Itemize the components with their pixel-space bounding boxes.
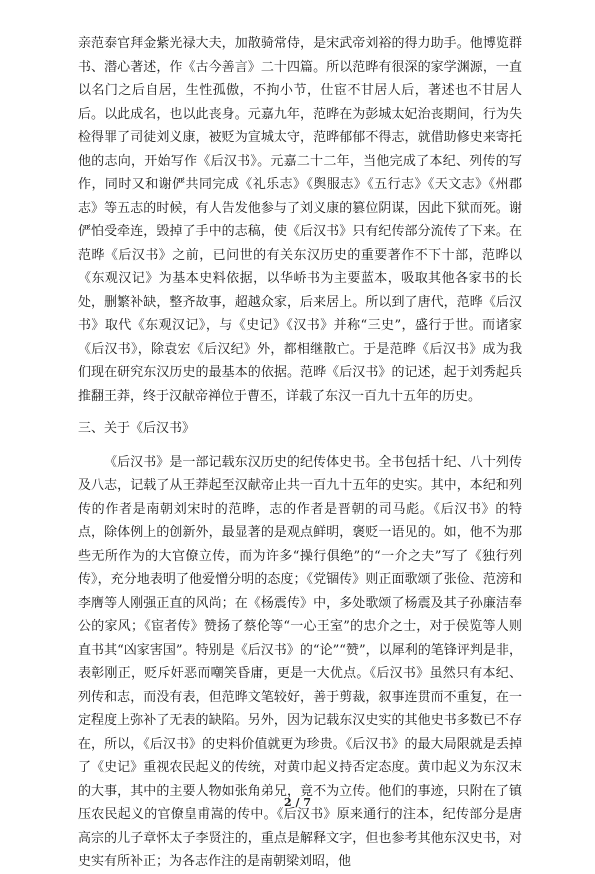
body-paragraph-1: 亲范泰官拜金紫光禄大夫，加散骑常侍，是宋武帝刘裕的得力助手。他博览群书、潜心著述，作《古今善言》二十四篇。所以范晔有很深的家学渊源，一直以名门之后自居，生性孤傲，不拘小节，仕宦不甘居人后，著述也不甘居人后。以此成名，也以此丧身。元嘉九年，范晔在为彭城太妃治丧期间，行为失检得罪了司徒刘义康，被贬为宣城太守，范晔郁郁不得志，就借助修史来寄托他的志向，开始写作《后汉书》。元嘉二十二年，当他完成了本纪、列传的写作，同时又和谢俨共同完成《礼乐志》《舆服志》《五行志》《天文志》《州郡志》等五志的时候，有人告发他参与了刘义康的篡位阴谋，因此下狱而死。谢俨怕受牵连，毁掉了手中的志稿，使《后汉书》只有纪传部分流传了下来。在范晔《后汉书》之前，已问世的有关东汉历史的重要著作不下十部，范晔以《东观汉记》为基本史料依据，以华峤书为主要蓝本，吸取其他各家书的长处，删繁补缺，整齐故事，超越众家，后来居上。所以到了唐代，范晔《后汉书》取代《东观汉记》，与《史记》《汉书》并称“三史”，盛行于世。而诸家《后汉书》，除袁宏《后汉纪》外，都相继散亡。于是范晔《后汉书》成为我们现在研究东汉历史的最基本的依据。范晔《后汉书》的记述，起于刘秀起兵推翻王莽，终于汉献帝禅位于曹丕，详载了东汉一百九十五年的历史。 bbox=[78, 36, 522, 404]
page-content bbox=[78, 32, 522, 874]
body-paragraph-2: 《后汉书》是一部记载东汉历史的纪传体史书。全书包括十纪、八十列传及八志，记载了从王莽起至汉献帝止共一百九十五年的史实。其中，本纪和列传的作者是南朝刘宋时的范晔，志的作者是晋朝的司马彪。《后汉书》的特点，除体例上的创新外，最显著的是观点鲜明，褒贬一语见的。如，他不为那些无所作为的大官僚立传，而为许多“操行俱绝”的“一介之夫”写了《独行列传》，充分地表明了他爱憎分明的态度；《党锢传》则正面歌颂了张俭、范滂和李膺等人刚强正直的风尚；在《杨震传》中，多处歌颂了杨震及其子孙廉洁奉公的家风；《宦者传》赞扬了蔡伦等“一心王室”的忠介之士，对于侯览等人则直书其“凶家害国”。特别是《后汉书》的“论”“赞”，以犀利的笔锋评判是非，表彰刚正，贬斥奸恶而嘲笑昏庸，更是一大优点。《后汉书》虽然只有本纪、列传和志，而没有表，但范晔文笔较好，善于剪裁，叙事连贯而不重复，在一定程度上弥补了无表的缺陷。另外，因为记载东汉史实的其他史书多数已不存在，所以，《后汉书》的史料价值就更为珍贵。《后汉书》的最大局限就是丢掉了《史记》重视农民起义的传统，对黄巾起义持否定态度。黄巾起义为东汉末的大事，其中的主要人物如张角弟兄，竟不为立传。他们的事迹，只附在了镇压农民起义的官僚皇甫嵩的传中。《后汉书》原来通行的注本，纪传部分是唐高宗的儿子章怀太子李贤注的，重点是解释文字，但也参考其他东汉史书，对史实有所补正；为各志作注的是南朝梁刘昭，他 bbox=[78, 454, 522, 869]
section-heading: 三、关于《后汉书》 bbox=[78, 421, 196, 436]
page-number: 2 / 7 bbox=[284, 796, 311, 809]
